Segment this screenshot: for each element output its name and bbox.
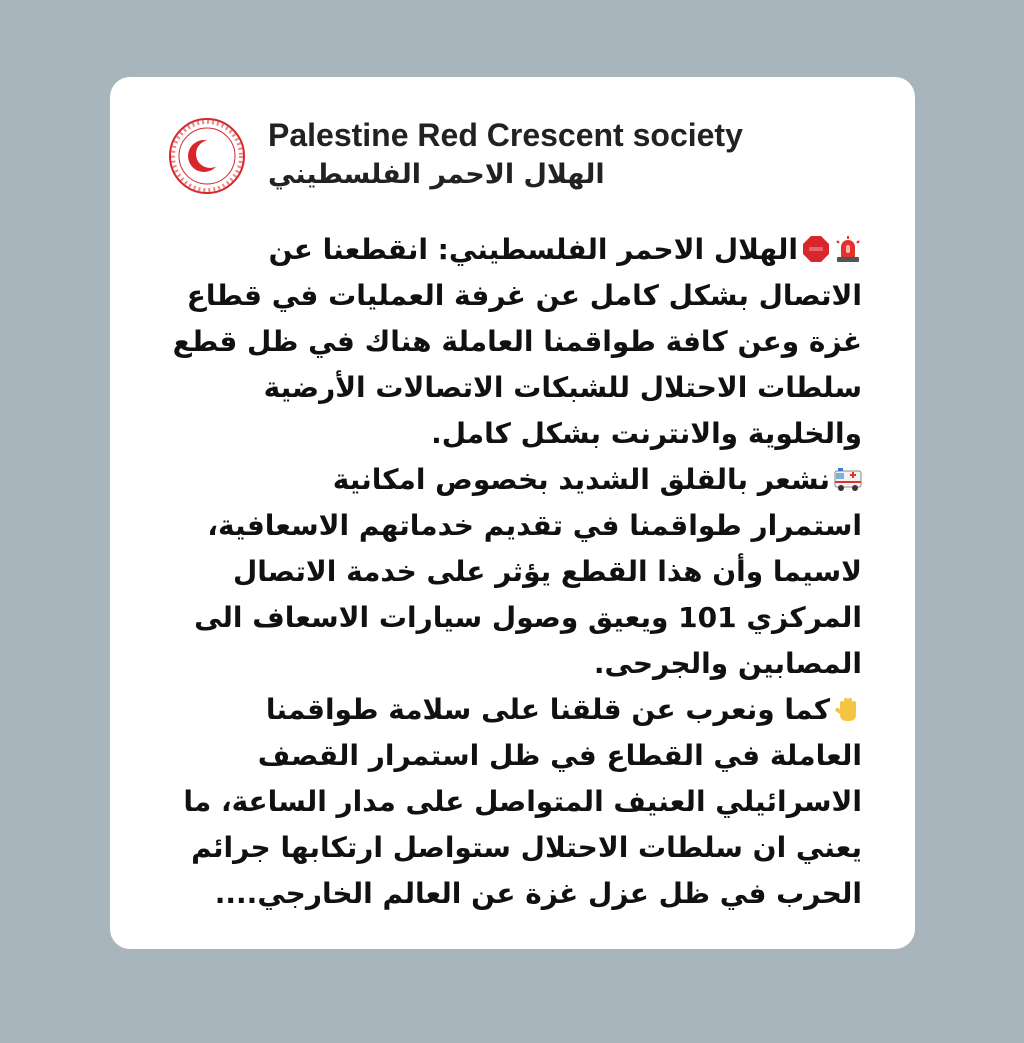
post-line: لاسيما وأن هذا القطع يؤثر على خدمة الاتصال	[232, 555, 862, 588]
post-line: سلطات الاحتلال للشبكات الاتصالات الأرضية	[263, 371, 862, 404]
stop-sign-icon	[802, 235, 830, 263]
red-crescent-logo-icon	[168, 117, 246, 195]
org-name-english: Palestine Red Crescent society	[268, 117, 743, 153]
post-line: يعني ان سلطات الاحتلال ستواصل ارتكابها جرائم	[191, 831, 862, 864]
post-line: العاملة في القطاع في ظل استمرار القصف	[257, 739, 862, 772]
post-line: المركزي 101 ويعيق وصول سيارات الاسعاف الى	[194, 601, 862, 634]
post-line: استمرار طواقمنا في تقديم خدماتهم الاسعافية،	[207, 509, 862, 542]
raised-hand-icon	[834, 695, 862, 723]
org-name-arabic: الهلال الاحمر الفلسطيني	[268, 159, 605, 190]
post-line: غزة وعن كافة طواقمنا العاملة هناك في ظل قطع	[172, 325, 862, 358]
post-line: الحرب في ظل عزل غزة عن العالم الخارجي....	[214, 877, 862, 910]
post-card	[110, 77, 915, 949]
siren-icon	[834, 235, 862, 263]
post-line: نشعر بالقلق الشديد بخصوص امكانية	[162, 457, 862, 503]
post-line: الاسرائيلي العنيف المتواصل على مدار الساعة، ما	[183, 785, 862, 818]
post-header	[168, 115, 868, 199]
post-body	[162, 227, 862, 917]
post-line: المصابين والجرحى.	[593, 647, 862, 680]
post-line: كما ونعرب عن قلقنا على سلامة طواقمنا	[162, 687, 862, 733]
post-line: والخلوية والانترنت بشكل كامل.	[431, 417, 862, 450]
post-line: الاتصال بشكل كامل عن غرفة العمليات في قطاع	[186, 279, 862, 312]
ambulance-icon	[834, 465, 862, 493]
post-line: الهلال الاحمر الفلسطيني: انقطعنا عن	[162, 227, 862, 273]
